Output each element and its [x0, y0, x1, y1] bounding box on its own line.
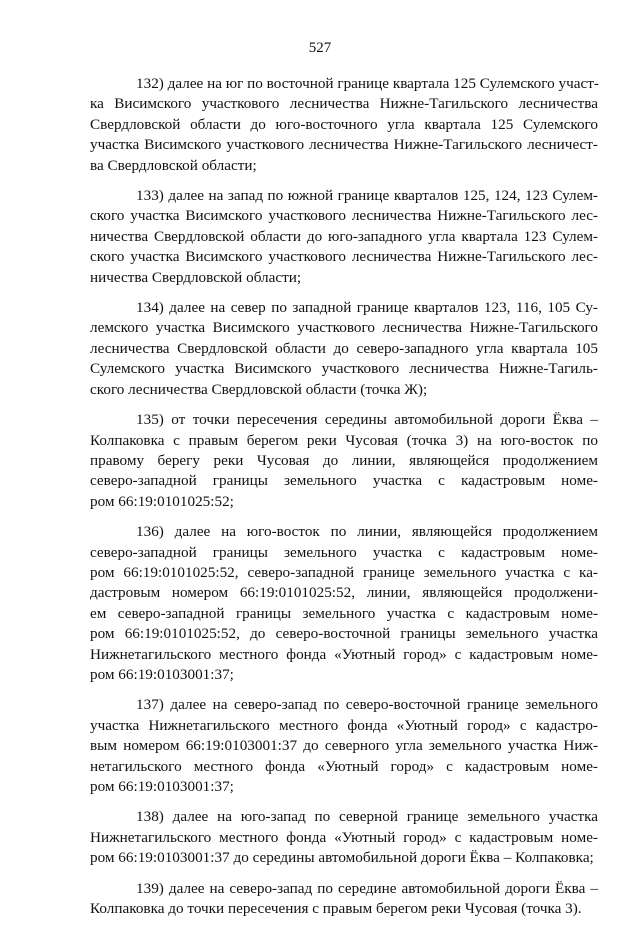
paragraph-line: ского участка Висимского участкового лесничества Нижне-Тагильского лес- — [90, 207, 598, 225]
paragraph-item-6 — [90, 695, 598, 797]
paragraph-line: лемского участка Висимского участкового лесничества Нижне-Тагильского — [90, 319, 598, 337]
paragraph-line: участка Висимского участкового лесничества Нижне-Тагильского лесничест- — [90, 136, 598, 154]
paragraph-line: ром 66:19:0103001:37; — [90, 778, 234, 795]
paragraph-item-5 — [90, 522, 598, 685]
paragraph-line: 139) далее на северо-запад по середине автомобильной дороги Ёква – — [136, 879, 598, 897]
paragraph-line: 138) далее на юго-запад по северной границе земельного участка — [136, 808, 598, 826]
paragraph-line: ского лесничества Свердловской области (точка Ж); — [90, 380, 428, 398]
paragraph-line: дастровым номером 66:19:0101025:52, линии, являющейся продолжени- — [90, 584, 598, 602]
paragraph-item-1 — [90, 74, 598, 176]
paragraph-line: 135) от точки пересечения середины автомобильной дороги Ёква – — [136, 411, 598, 429]
paragraph-line: участка Нижнетагильского местного фонда «Уютный город» с кадастро- — [90, 716, 598, 734]
paragraph-line: правому берегу реки Чусовая до линии, являющейся продолжением — [90, 451, 598, 469]
paragraph-line: ничества Свердловской области до юго-западного угла квартала 123 Сулем- — [90, 227, 598, 245]
paragraph-line: ром 66:19:0103001:37 до середины автомобильной дороги Ёква – Колпаковка; — [90, 849, 594, 867]
paragraph-item-4 — [90, 410, 598, 512]
paragraph-line: вым номером 66:19:0103001:37 до северного угла земельного участка Ниж- — [90, 737, 598, 755]
paragraph-item-7 — [90, 807, 598, 868]
paragraph-line: нетагильского местного фонда «Уютный город» с кадастровым номе- — [90, 757, 598, 775]
paragraph-line: Сулемского участка Висимского участкового лесничества Нижне-Тагиль- — [90, 360, 598, 378]
paragraph-line: ка Висимского участкового лесничества Нижне-Тагильского лесничества — [90, 95, 598, 113]
paragraph-line: ем северо-западной границы земельного участка с кадастровым номе- — [90, 604, 598, 622]
paragraph-line: ром 66:19:0101025:52, северо-западной границе земельного участка с ка- — [90, 563, 598, 581]
paragraph-line: лесничества Свердловской области до северо-западного угла квартала 105 — [90, 339, 598, 357]
paragraph-line: Колпаковка до точки пересечения с правым берегом реки Чусовая (точка 3). — [90, 900, 582, 918]
paragraph-line: Свердловской области до юго-восточного угла квартала 125 Сулемского — [90, 115, 598, 133]
paragraph-line: ничества Свердловской области; — [90, 268, 302, 286]
paragraph-line: 137) далее на северо-запад по северо-восточной границе земельного — [136, 696, 598, 714]
paragraph-line: Колпаковка с правым берегом реки Чусовая (точка 3) на юго-восток по — [90, 431, 598, 449]
paragraph-line: ского участка Висимского участкового лесничества Нижне-Тагильского лес- — [90, 248, 598, 266]
paragraph-line: ва Свердловской области; — [90, 156, 257, 174]
paragraph-line: ром 66:19:0103001:37; — [90, 665, 234, 683]
paragraph-line: 134) далее на север по западной границе кварталов 123, 116, 105 Су- — [136, 299, 598, 317]
paragraph-line: Нижнетагильского местного фонда «Уютный город» с кадастровым номе- — [90, 645, 598, 663]
paragraph-item-3 — [90, 298, 598, 400]
paragraph-line: ром 66:19:0101025:52, до северо-восточной границы земельного участка — [90, 625, 598, 643]
paragraph-item-2 — [90, 186, 598, 288]
paragraph-line: северо-западной границы земельного участка с кадастровым номе- — [90, 472, 598, 490]
page-number: 527 — [308, 40, 332, 56]
paragraph-line: 133) далее на запад по южной границе кварталов 125, 124, 123 Сулем- — [136, 187, 598, 205]
paragraph-line: 132) далее на юг по восточной границе квартала 125 Сулемского участ- — [136, 75, 599, 92]
paragraph-line: Нижнетагильского местного фонда «Уютный город» с кадастровым номе- — [90, 828, 598, 846]
paragraph-item-8 — [90, 879, 598, 920]
paragraph-line: ром 66:19:0101025:52; — [90, 492, 234, 510]
paragraph-line: 136) далее на юго-восток по линии, являющейся продолжением — [136, 523, 598, 541]
paragraph-line: северо-западной границы земельного участка с кадастровым номе- — [90, 543, 598, 561]
body-text — [90, 74, 598, 929]
